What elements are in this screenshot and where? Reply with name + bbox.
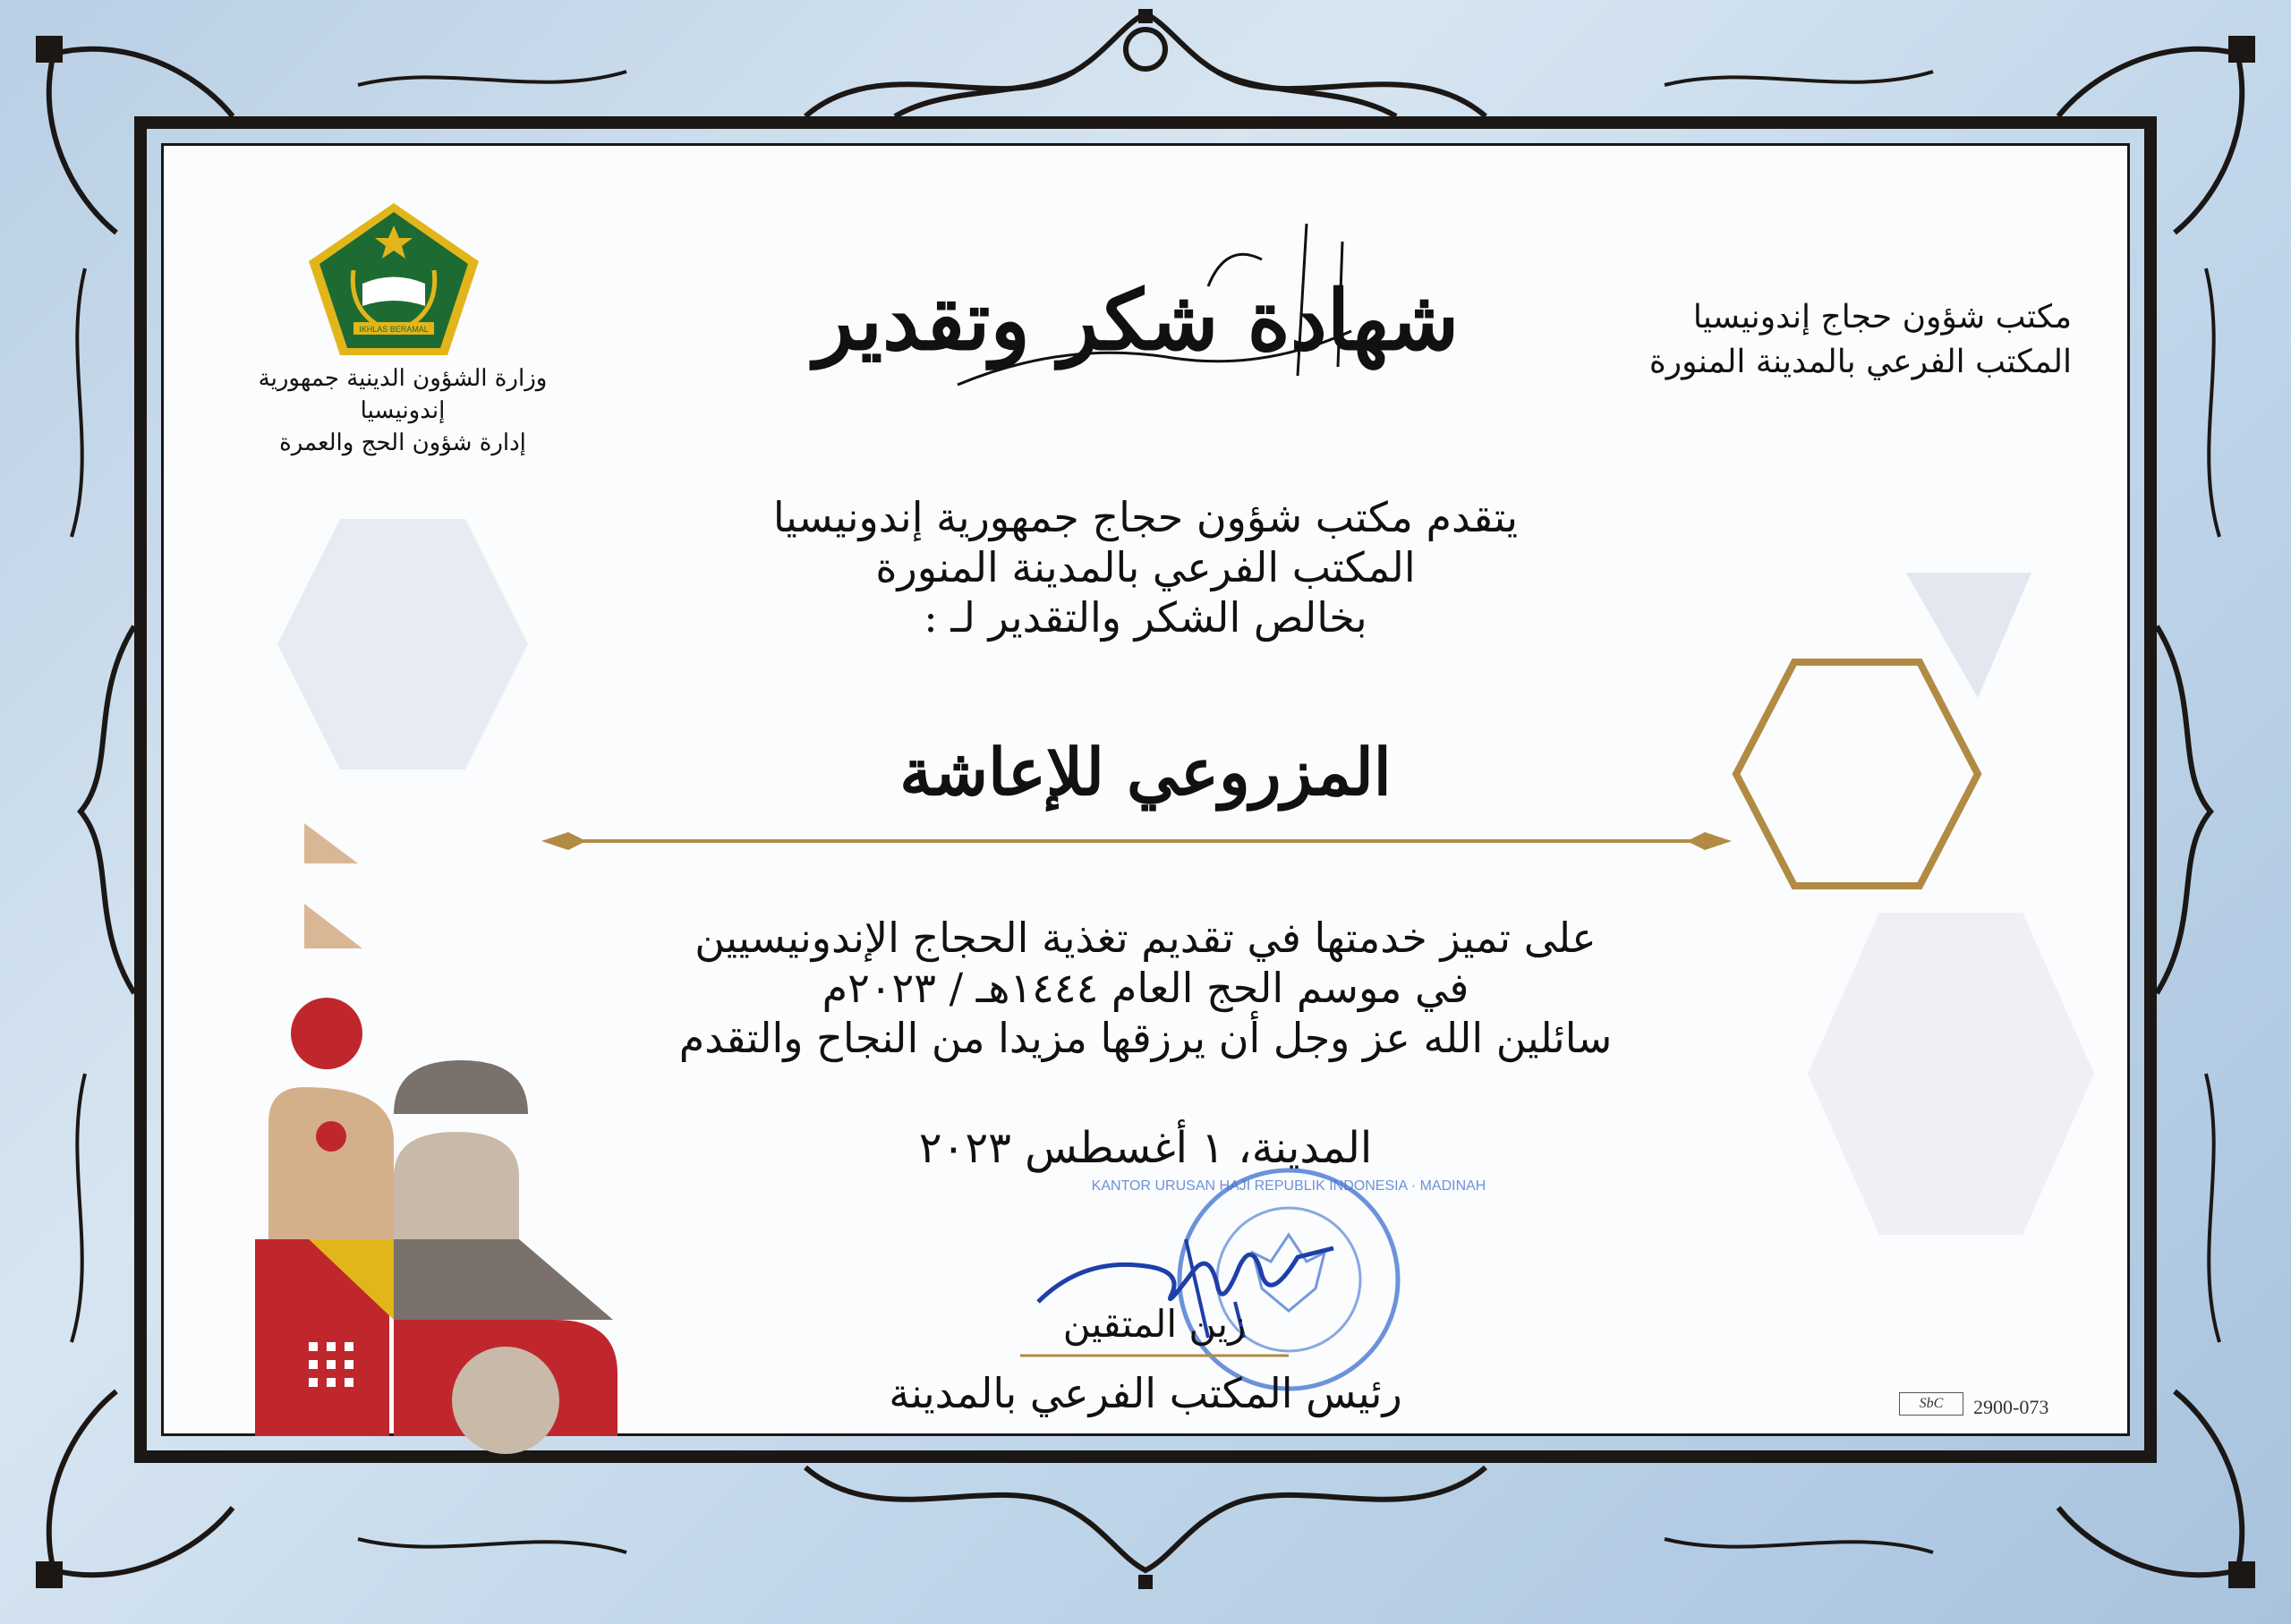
printer-brand: SbC	[1899, 1392, 1963, 1416]
signer-name: زين المتقين	[1062, 1302, 1247, 1346]
ministry-line-2: إدارة شؤون الحج والعمرة	[279, 429, 526, 456]
certificate-title	[813, 206, 1460, 421]
reason-line-2: في موسم الحج العام ١٤٤٤هـ / ٢٠٢٣م	[822, 964, 1469, 1012]
recipient-name: المزروعي للإعاشة	[899, 734, 1392, 810]
signer-title: رئيس المكتب الفرعي بالمدينة	[889, 1369, 1402, 1417]
intro-line-3: بخالص الشكر والتقدير لـ :	[924, 593, 1367, 642]
gold-hexagon-outline	[1732, 658, 1982, 890]
ministry-logo	[304, 199, 483, 360]
reason-line-1: على تميز خدمتها في تقديم تغذية الحجاج الإندونيسيين	[694, 914, 1597, 962]
ministry-line-1: وزارة الشؤون الدينية جمهورية إندونيسيا	[258, 365, 548, 424]
geometric-artwork	[237, 819, 649, 1436]
title-text: شهادة شكر وتقدير	[813, 272, 1460, 369]
issuer-line-2: المكتب الفرعي بالمدينة المنورة	[1648, 344, 2072, 380]
intro-line-1: يتقدم مكتب شؤون حجاج جمهورية إندونيسيا	[772, 493, 1519, 541]
print-code: 2900-073	[1973, 1396, 2049, 1418]
intro-line-2: المكتب الفرعي بالمدينة المنورة	[875, 543, 1416, 591]
stamp-text: KANTOR URUSAN HAJI REPUBLIK INDONESIA · MADINAH	[1091, 1178, 1486, 1194]
ministry-header-left	[242, 362, 564, 459]
issuer-header-right	[1649, 295, 2072, 385]
title-calligraphy	[813, 206, 1460, 421]
reason-line-3: سائلين الله عز وجل أن يرزقها مزيدا من النجاح والتقدم	[678, 1014, 1613, 1062]
intro-block	[743, 492, 1548, 642]
issuer-line-1: مكتب شؤون حجاج إندونيسيا	[1692, 299, 2072, 336]
gold-divider	[541, 823, 1732, 859]
reason-block	[609, 913, 1682, 1063]
logo-motto: IKHLAS BERAMAL	[359, 325, 429, 334]
issue-date: المدينة، ١ أغسطس ٢٠٢٣	[918, 1123, 1373, 1173]
signer-underline	[1020, 1353, 1289, 1358]
